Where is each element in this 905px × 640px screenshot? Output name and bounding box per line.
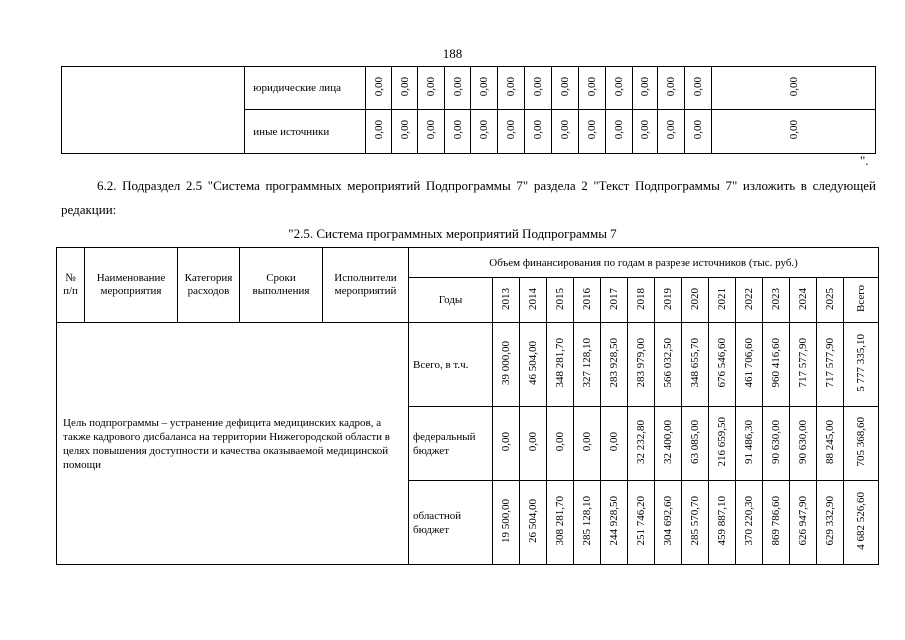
value-cell: [682, 481, 709, 565]
year-header: [844, 278, 879, 323]
value-cell-text: 0,00: [398, 76, 411, 97]
program-activities-table: [56, 247, 879, 565]
value-cell: [392, 110, 418, 154]
value-cell-text: 4 682 526,60: [855, 492, 868, 550]
value-cell: [709, 407, 736, 481]
value-cell: [601, 323, 628, 407]
value-cell: [418, 67, 445, 110]
value-cell: [763, 481, 790, 565]
year-header-text: 2020: [689, 287, 701, 310]
value-cell-text: 283 928,50: [608, 338, 620, 388]
year-header-text: 2013: [500, 287, 512, 310]
header-activity-name: Наименование мероприятия: [85, 248, 178, 323]
value-cell-text: 348 655,70: [689, 338, 701, 388]
value-cell-text: 283 979,00: [635, 338, 647, 388]
value-cell-text: 5 777 335,10: [855, 334, 868, 392]
value-cell-text: 0,00: [527, 432, 539, 452]
value-cell: [682, 407, 709, 481]
page-number: 188: [442, 46, 463, 61]
value-cell-text: 0,00: [504, 76, 517, 97]
year-header-text: 2014: [527, 287, 539, 310]
value-cell-text: 308 281,70: [554, 496, 566, 546]
value-cell: [790, 481, 817, 565]
total-cell-text: 0,00: [787, 120, 800, 140]
value-cell-text: 0,00: [504, 120, 517, 140]
value-cell: [392, 67, 418, 110]
value-cell: [763, 323, 790, 407]
value-cell: [524, 110, 551, 154]
value-cell-text: 90 630,00: [770, 420, 782, 464]
value-cell-text: 0,00: [477, 120, 490, 140]
value-cell: [736, 407, 763, 481]
value-cell: [418, 110, 445, 154]
value-cell: [551, 110, 578, 154]
value-cell: [520, 323, 547, 407]
value-cell-text: 251 746,20: [635, 496, 647, 546]
value-cell-text: 0,00: [665, 76, 678, 97]
value-cell-text: 370 220,30: [743, 496, 755, 546]
value-cell: [601, 481, 628, 565]
year-header-text: 2017: [608, 287, 620, 310]
value-cell-text: 676 546,60: [716, 338, 728, 388]
value-cell: [471, 67, 498, 110]
value-cell: [817, 407, 844, 481]
year-header-text: 2022: [743, 287, 755, 310]
value-cell-text: 0,00: [398, 120, 411, 140]
value-cell: [632, 110, 658, 154]
value-cell: [685, 67, 712, 110]
value-cell: [366, 67, 392, 110]
value-cell-text: 626 947,90: [797, 496, 809, 546]
value-cell: [709, 323, 736, 407]
value-cell-text: 0,00: [638, 76, 651, 97]
value-cell-text: 32 400,00: [662, 420, 674, 464]
value-cell-text: 244 928,50: [608, 496, 620, 546]
value-cell-text: 0,00: [451, 76, 464, 97]
value-cell: [520, 481, 547, 565]
value-cell: [493, 323, 520, 407]
value-cell-text: 88 245,00: [824, 420, 836, 464]
year-header: [493, 278, 520, 323]
year-header: [601, 278, 628, 323]
funding-source-label: юридические лица: [245, 67, 366, 110]
year-header-text: 2015: [554, 287, 566, 310]
value-cell-text: 46 504,00: [527, 341, 539, 385]
value-cell: [601, 407, 628, 481]
value-cell: [578, 67, 605, 110]
top-funding-table: [61, 66, 876, 154]
value-cell: [497, 110, 524, 154]
value-cell-text: 216 659,50: [716, 417, 728, 467]
value-cell-text: 26 504,00: [527, 499, 539, 543]
total-cell-text: 0,00: [787, 76, 800, 97]
header-executors: Исполнители мероприятий: [323, 248, 409, 323]
value-cell-text: 705 368,60: [855, 417, 868, 467]
value-cell: [790, 323, 817, 407]
header-funding: Объем финансирования по годам в разрезе источников (тыс. руб.): [409, 248, 879, 278]
year-header: [628, 278, 655, 323]
header-expense-category: Категория расходов: [178, 248, 240, 323]
value-cell: [628, 481, 655, 565]
amendment-paragraph: 6.2. Подраздел 2.5 "Система программных мероприятий Подпрограммы 7" раздела 2 "Текст Подпрограммы 7" изложить в следующей редакции:: [61, 178, 876, 217]
empty-cell: [62, 67, 245, 154]
value-cell: [493, 481, 520, 565]
total-cell: [712, 67, 876, 110]
funding-source-label: иные источники: [245, 110, 366, 154]
value-cell: [445, 67, 471, 110]
value-cell: [574, 407, 601, 481]
value-cell: [632, 67, 658, 110]
funding-source-label: Всего, в т.ч.: [409, 323, 493, 407]
year-header: [736, 278, 763, 323]
value-cell-text: 285 570,70: [689, 496, 701, 546]
year-header: [547, 278, 574, 323]
year-header-text: 2019: [662, 287, 674, 310]
value-cell-text: 0,00: [581, 432, 593, 452]
value-cell: [658, 110, 685, 154]
value-cell-text: 63 085,00: [689, 420, 701, 464]
header-num: № п/п: [57, 248, 85, 323]
value-cell: [736, 481, 763, 565]
value-cell-text: 90 630,00: [797, 420, 809, 464]
value-cell: [844, 323, 879, 407]
value-cell: [685, 110, 712, 154]
year-header-text: 2024: [797, 287, 809, 310]
value-cell: [709, 481, 736, 565]
value-cell-text: 39 000,00: [500, 341, 512, 385]
value-cell: [658, 67, 685, 110]
year-header: [763, 278, 790, 323]
value-cell-text: 0,00: [554, 432, 566, 452]
value-cell-text: 327 128,10: [581, 338, 593, 388]
year-header: [520, 278, 547, 323]
value-cell-text: 0,00: [585, 120, 598, 140]
value-cell-text: 0,00: [372, 120, 385, 140]
value-cell: [578, 110, 605, 154]
value-cell: [574, 323, 601, 407]
value-cell-text: 0,00: [451, 120, 464, 140]
value-cell: [844, 481, 879, 565]
value-cell: [445, 110, 471, 154]
value-cell-text: 0,00: [425, 120, 438, 140]
value-cell: [655, 323, 682, 407]
value-cell-text: 0,00: [612, 76, 625, 97]
value-cell-text: 0,00: [531, 76, 544, 97]
value-cell: [682, 323, 709, 407]
value-cell-text: 0,00: [612, 120, 625, 140]
value-cell-text: 304 692,60: [662, 496, 674, 546]
year-header: [817, 278, 844, 323]
funding-source-label: федеральный бюджет: [409, 407, 493, 481]
value-cell: [366, 110, 392, 154]
value-cell-text: 0,00: [477, 76, 490, 97]
value-cell-text: 459 887,10: [716, 496, 728, 546]
value-cell: [817, 481, 844, 565]
year-header-text: 2023: [770, 287, 782, 310]
value-cell-text: 0,00: [665, 120, 678, 140]
value-cell: [497, 67, 524, 110]
year-header-text: Всего: [855, 285, 868, 312]
value-cell-text: 0,00: [531, 120, 544, 140]
value-cell: [520, 407, 547, 481]
value-cell-text: 0,00: [425, 76, 438, 97]
section-title: "2.5. Система программных мероприятий Подпрограммы 7: [288, 226, 617, 241]
value-cell-text: 19 500,00: [500, 499, 512, 543]
value-cell: [574, 481, 601, 565]
value-cell-text: 0,00: [585, 76, 598, 97]
value-cell: [547, 323, 574, 407]
value-cell-text: 717 577,90: [797, 338, 809, 388]
value-cell-text: 0,00: [372, 76, 385, 97]
value-cell-text: 285 128,10: [581, 496, 593, 546]
closing-quote: ".: [860, 153, 869, 168]
value-cell-text: 32 232,80: [635, 420, 647, 464]
year-header: [682, 278, 709, 323]
year-header-text: 2016: [581, 287, 593, 310]
value-cell-text: 0,00: [692, 76, 705, 97]
value-cell: [655, 407, 682, 481]
value-cell: [605, 110, 632, 154]
value-cell-text: 869 786,60: [770, 496, 782, 546]
value-cell: [790, 407, 817, 481]
funding-row: [57, 323, 879, 407]
value-cell: [736, 323, 763, 407]
value-cell-text: 0,00: [558, 76, 571, 97]
value-cell: [547, 407, 574, 481]
year-header-text: 2021: [716, 287, 728, 310]
value-cell-text: 717 577,90: [824, 338, 836, 388]
year-header: [574, 278, 601, 323]
funding-source-label: областной бюджет: [409, 481, 493, 565]
value-cell-text: 91 486,30: [743, 420, 755, 464]
value-cell-text: 960 416,60: [770, 338, 782, 388]
year-header: [655, 278, 682, 323]
header-terms: Сроки выполнения: [240, 248, 323, 323]
value-cell-text: 0,00: [608, 432, 620, 452]
top-table-row: [62, 67, 876, 110]
value-cell: [655, 481, 682, 565]
value-cell: [471, 110, 498, 154]
value-cell: [628, 323, 655, 407]
value-cell: [844, 407, 879, 481]
value-cell: [628, 407, 655, 481]
year-header-text: 2025: [824, 287, 836, 310]
header-years-label: Годы: [409, 278, 493, 323]
year-header: [709, 278, 736, 323]
value-cell: [547, 481, 574, 565]
value-cell: [605, 67, 632, 110]
value-cell-text: 0,00: [558, 120, 571, 140]
subprogram-goal: Цель подпрограммы – устранение дефицита медицинских кадров, а также кадрового дисбаланса на территории Нижегородской области в целях повышения доступности и качества оказываемой медицинской помощи: [57, 323, 409, 565]
value-cell-text: 0,00: [692, 120, 705, 140]
value-cell-text: 461 706,60: [743, 338, 755, 388]
value-cell: [551, 67, 578, 110]
value-cell-text: 629 332,90: [824, 496, 836, 546]
value-cell-text: 348 281,70: [554, 338, 566, 388]
year-header-text: 2018: [635, 287, 647, 310]
value-cell: [763, 407, 790, 481]
total-cell: [712, 110, 876, 154]
value-cell-text: 0,00: [500, 432, 512, 452]
value-cell: [524, 67, 551, 110]
value-cell-text: 566 032,50: [662, 338, 674, 388]
year-header: [790, 278, 817, 323]
value-cell: [493, 407, 520, 481]
value-cell-text: 0,00: [638, 120, 651, 140]
value-cell: [817, 323, 844, 407]
